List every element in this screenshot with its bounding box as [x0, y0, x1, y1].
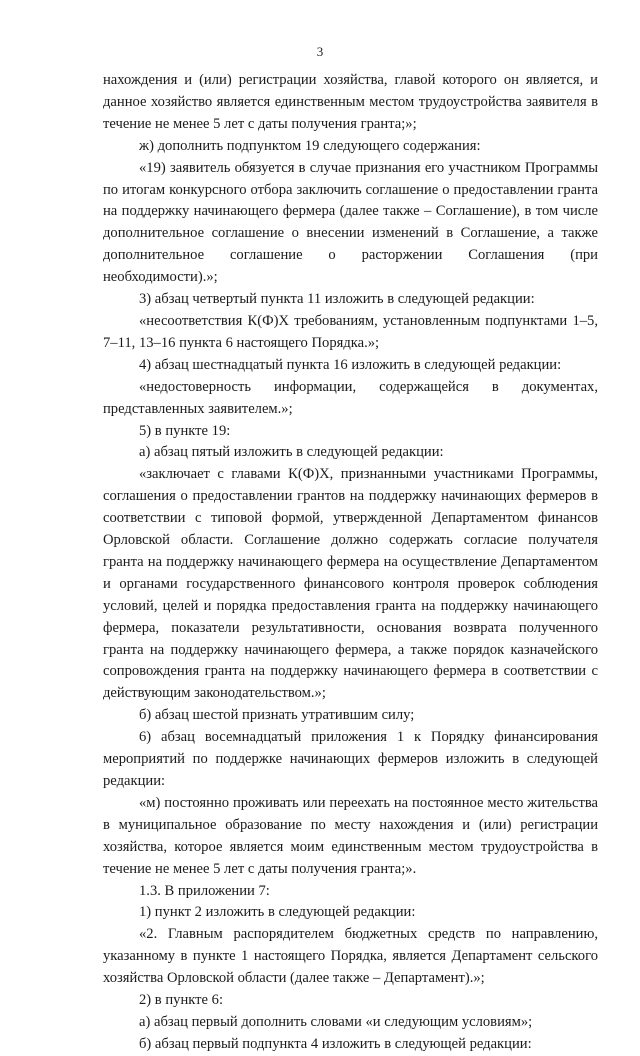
paragraph-7: «недостоверность информации, содержащейся в документах, представленных заявителем.»;	[103, 378, 598, 417]
paragraph-14: 1.3. В приложении 7:	[139, 882, 270, 899]
paragraph-5: «несоответствия К(Ф)Х требованиям, установленным подпунктами 1–5, 7–11, 13–16 пункта 6 настоящего Порядка.»;	[103, 312, 598, 351]
paragraph-1: нахождения и (или) регистрации хозяйства, главой которого он является, и данное хозяйство является единственным местом трудоустройства заявителя в течение не менее 5 лет с даты получения гранта;»;	[103, 72, 598, 132]
paragraph-2: ж) дополнить подпунктом 19 следующего содержания:	[139, 137, 481, 154]
paragraph-16: «2. Главным распорядителем бюджетных средств по направлению, указанному в пункте 1 настоящего Порядка, является Департамент сельского хозяйства Орловской области (далее также – Департамент).»;	[103, 926, 598, 987]
paragraph-11: б) абзац шестой признать утратившим силу;	[139, 707, 415, 724]
paragraph-18: а) абзац первый дополнить словами «и следующим условиям»;	[139, 1013, 533, 1030]
document-body	[103, 70, 598, 1056]
paragraph-6: 4) абзац шестнадцатый пункта 16 изложить в следующей редакции:	[139, 356, 562, 373]
paragraph-10: «заключает с главами К(Ф)Х, признанными участниками Программы, соглашения о предоставлении грантов на поддержку начинающих фермеров в соответствии с типовой формой, утвержденной Департаментом финансов Орловской области. Соглашение должно содержать согласие получателя гранта на поддержку начинающего фермера на осуществление Департаментом и органами государственного финансового контроля проверок соблюдения условий, целей и порядка предоставления гранта на поддержку начинающего фермера, показатели результативности, основания возврата полученного гранта на поддержку начинающего фермера, а также порядок казначейского сопровождения гранта на поддержку начинающего фермера в соответствии с действующим законодательством.»;	[103, 466, 598, 702]
paragraph-12: 6) абзац восемнадцатый приложения 1 к Порядку финансирования мероприятий по поддержке начинающих фермеров изложить в следующей редакции:	[103, 729, 598, 789]
paragraph-3: «19) заявитель обязуется в случае признания его участником Программы по итогам конкурсного отбора заключить соглашение о предоставлении гранта на поддержку начинающего фермера (далее также – Соглашение), в том числе дополнительное соглашение о внесении изменений в Соглашение, а также дополнительное соглашение о расторжении Соглашения (при необходимости).»;	[103, 159, 598, 286]
paragraph-15: 1) пункт 2 изложить в следующей редакции:	[139, 904, 416, 921]
paragraph-8: 5) в пункте 19:	[139, 422, 231, 439]
paragraph-17: 2) в пункте 6:	[139, 992, 224, 1009]
paragraph-4: 3) абзац четвертый пункта 11 изложить в следующей редакции:	[139, 291, 535, 308]
page-number: 3	[316, 44, 324, 59]
paragraph-19: б) абзац первый подпункта 4 изложить в следующей редакции:	[139, 1035, 532, 1052]
paragraph-13: «м) постоянно проживать или переехать на постоянное место жительства в муниципальное образование по месту нахождения и (или) регистрации хозяйства, которое является моим единственным местом трудоустройства в течение не менее 5 лет с даты получения гранта;».	[103, 794, 598, 877]
paragraph-9: а) абзац пятый изложить в следующей редакции:	[139, 444, 444, 461]
